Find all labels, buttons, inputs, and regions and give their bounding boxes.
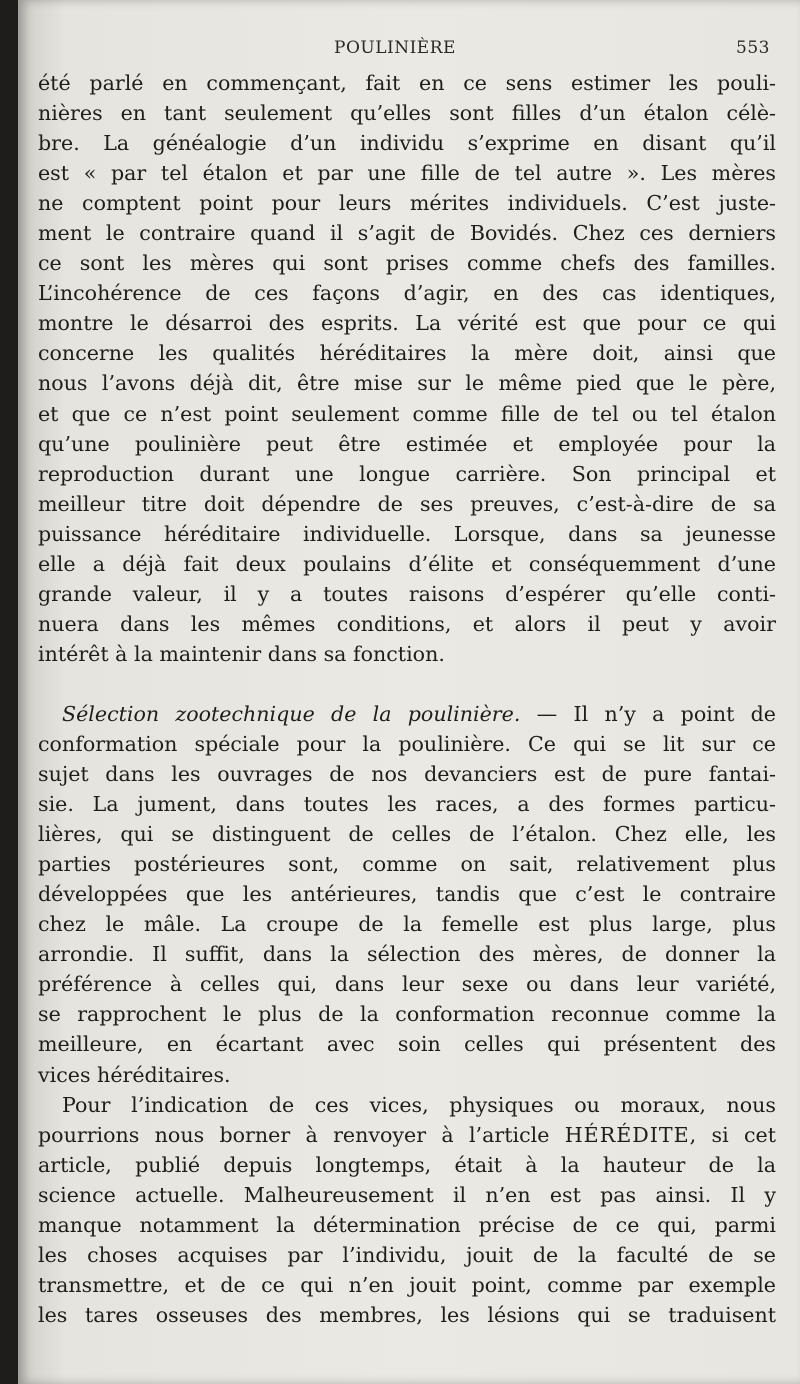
text-line: ne comptent point pour leurs mérites individuels. C’est juste- (38, 191, 776, 216)
page-number: 553 (736, 38, 770, 58)
running-head: POULINIÈRE (334, 38, 456, 58)
text-line: lières, qui se distinguent de celles de l’étalon. Chez elle, les (38, 822, 776, 847)
text-line: concerne les qualités héréditaires la mère doit, ainsi que (38, 341, 776, 366)
text-line: bre. La généalogie d’un individu s’exprime en disant qu’il (38, 131, 776, 156)
text-line: nous l’avons déjà dit, être mise sur le même pied que le père, (38, 371, 776, 396)
text-line: manque notamment la détermination précise de ce qui, parmi (38, 1212, 776, 1237)
text-line: meilleure, en écartant avec soin celles qui présentent des (38, 1032, 776, 1057)
text-fragment: — Il n’y a point de (520, 701, 776, 726)
paragraph-gap (38, 669, 776, 699)
text-line: sie. La jument, dans toutes les races, a des formes particu- (38, 792, 776, 817)
text-line: développées que les antérieures, tandis que c’est le contraire (38, 882, 776, 907)
article-reference: HÉRÉDITE (564, 1122, 690, 1147)
text-line: science actuelle. Malheureusement il n’en est pas ainsi. Il y (38, 1182, 776, 1207)
text-line: puissance héréditaire individuelle. Lorsque, dans sa jeunesse (38, 521, 776, 546)
text-line: meilleur titre doit dépendre de ses preuves, c’est-à-dire de sa (38, 491, 776, 516)
text-line: intérêt à la maintenir dans sa fonction. (38, 641, 445, 666)
text-line: montre le désarroi des esprits. La vérité est que pour ce qui (38, 311, 776, 336)
text-line: grande valeur, il y a toutes raisons d’espérer qu’elle conti- (38, 581, 776, 606)
text-line: arrondie. Il suffit, dans la sélection des mères, de donner la (38, 942, 776, 967)
text-line: les tares osseuses des membres, les lésions qui se traduisent (38, 1302, 776, 1327)
text-line: vices héréditaires. (38, 1062, 231, 1087)
text-line: est « par tel étalon et par une fille de tel autre ». Les mères (38, 161, 776, 186)
text-line: et que ce n’est point seulement comme fille de tel ou tel étalon (38, 401, 776, 426)
text-line: qu’une poulinière peut être estimée et employée pour la (38, 431, 776, 456)
section-title: Sélection zootechnique de la poulinière. (62, 701, 521, 726)
text-line: article, publié depuis longtemps, était à la hauteur de la (38, 1152, 776, 1177)
body-text (38, 68, 776, 1330)
section-heading-line (38, 699, 776, 729)
text-line: nières en tant seulement qu’elles sont filles d’un étalon célè- (38, 101, 776, 126)
text-line: elle a déjà fait deux poulains d’élite et conséquemment d’une (38, 551, 776, 576)
book-page (18, 0, 800, 1384)
page-header (18, 38, 800, 62)
text-line: nuera dans les mêmes conditions, et alors il peut y avoir (38, 611, 776, 636)
text-line: été parlé en commençant, fait en ce sens estimer les pouli- (38, 71, 776, 95)
paragraph-1 (38, 68, 776, 669)
text-line: ce sont les mères qui sont prises comme chefs des familles. (38, 251, 776, 276)
text-line: chez le mâle. La croupe de la femelle est plus large, plus (38, 912, 776, 937)
text-line: L’incohérence de ces façons d’agir, en des cas identiques, (38, 281, 776, 306)
text-line: se rapprochent le plus de la conformation reconnue comme la (38, 1002, 776, 1027)
text-line: préférence à celles qui, dans leur sexe ou dans leur variété, (38, 972, 776, 997)
text-line: sujet dans les ouvrages de nos devanciers est de pure fantai- (38, 762, 776, 787)
text-line: ment le contraire quand il s’agit de Bovidés. Chez ces derniers (38, 221, 776, 246)
text-fragment: , si cet (689, 1122, 776, 1147)
text-line: conformation spéciale pour la poulinière. Ce qui se lit sur ce (38, 731, 776, 756)
text-line: Pour l’indication de ces vices, physiques ou moraux, nous (62, 1092, 776, 1117)
paragraph-3 (38, 1090, 776, 1330)
text-line: parties postérieures sont, comme on sait, relativement plus (38, 852, 776, 877)
paragraph-2 (38, 699, 776, 1090)
text-line-with-reference (38, 1120, 776, 1150)
text-line: reproduction durant une longue carrière. Son principal et (38, 461, 776, 486)
text-line: transmettre, et de ce qui n’en jouit point, comme par exemple (38, 1272, 776, 1297)
text-fragment: pourrions nous borner à renvoyer à l’article (38, 1122, 565, 1147)
text-line: les choses acquises par l’individu, jouit de la faculté de se (38, 1242, 776, 1267)
